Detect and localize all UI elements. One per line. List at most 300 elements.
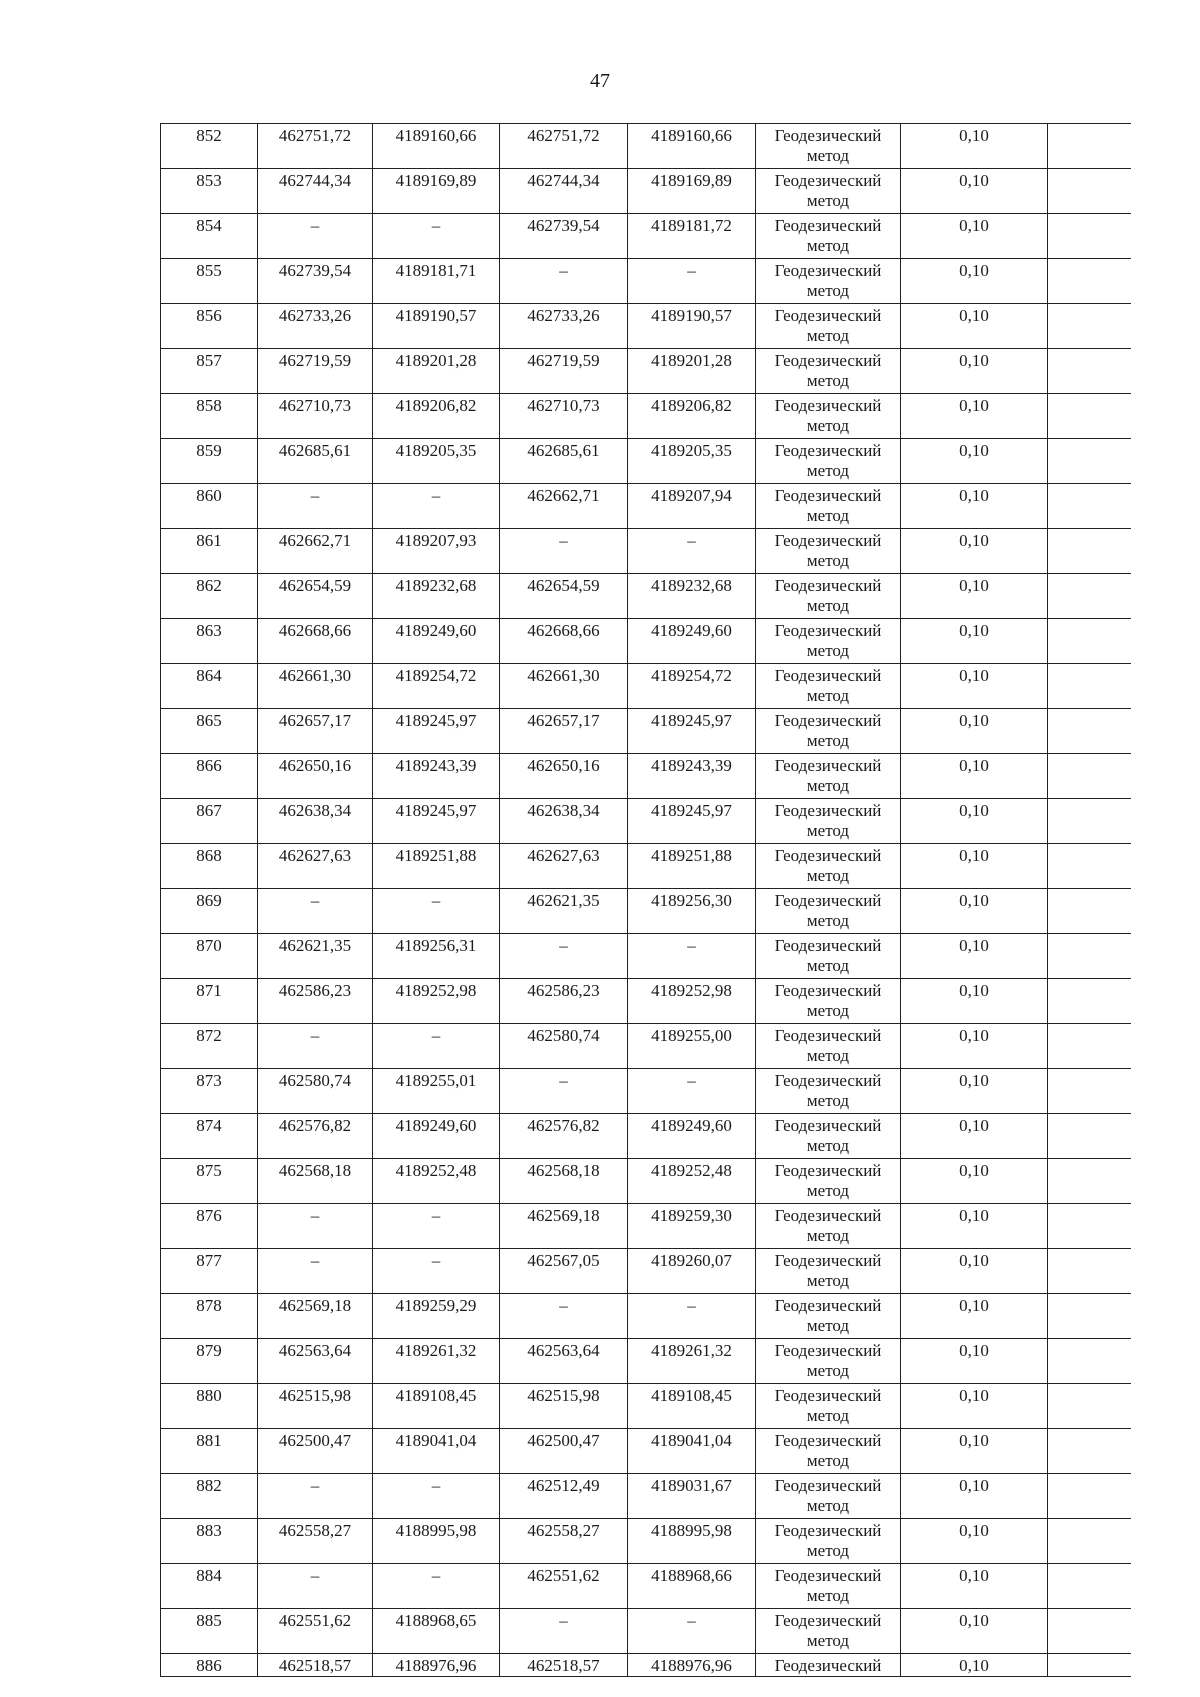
method-cell: Геодезический метод bbox=[756, 709, 901, 754]
accuracy-cell: 0,10 bbox=[901, 1114, 1048, 1159]
point-number-cell: 884 bbox=[161, 1564, 258, 1609]
point-number-cell: 881 bbox=[161, 1429, 258, 1474]
old-y-coordinate-cell: 4188976,96 bbox=[373, 1654, 500, 1677]
new-y-coordinate-cell: 4188976,96 bbox=[628, 1654, 756, 1677]
extra-cell bbox=[1048, 1609, 1131, 1654]
old-y-coordinate-cell: 4189255,01 bbox=[373, 1069, 500, 1114]
accuracy-cell: 0,10 bbox=[901, 1294, 1048, 1339]
new-y-coordinate-cell: 4189254,72 bbox=[628, 664, 756, 709]
accuracy-cell: 0,10 bbox=[901, 1609, 1048, 1654]
old-y-coordinate-cell: 4189256,31 bbox=[373, 934, 500, 979]
old-y-coordinate-cell: – bbox=[373, 214, 500, 259]
new-y-coordinate-cell: 4189190,57 bbox=[628, 304, 756, 349]
point-number-cell: 877 bbox=[161, 1249, 258, 1294]
new-x-coordinate-cell: – bbox=[500, 1609, 628, 1654]
point-number-cell: 852 bbox=[161, 124, 258, 169]
old-x-coordinate-cell: – bbox=[258, 214, 373, 259]
old-x-coordinate-cell: 462668,66 bbox=[258, 619, 373, 664]
extra-cell bbox=[1048, 214, 1131, 259]
extra-cell bbox=[1048, 619, 1131, 664]
old-y-coordinate-cell: 4189254,72 bbox=[373, 664, 500, 709]
old-y-coordinate-cell: 4189206,82 bbox=[373, 394, 500, 439]
method-cell: Геодезический метод bbox=[756, 754, 901, 799]
method-cell: Геодезический метод bbox=[756, 664, 901, 709]
point-number-cell: 883 bbox=[161, 1519, 258, 1564]
accuracy-cell: 0,10 bbox=[901, 844, 1048, 889]
extra-cell bbox=[1048, 1429, 1131, 1474]
old-x-coordinate-cell: 462719,59 bbox=[258, 349, 373, 394]
old-x-coordinate-cell: – bbox=[258, 889, 373, 934]
old-y-coordinate-cell: – bbox=[373, 1249, 500, 1294]
method-cell: Геодезический метод bbox=[756, 304, 901, 349]
old-y-coordinate-cell: 4189205,35 bbox=[373, 439, 500, 484]
new-y-coordinate-cell: 4189205,35 bbox=[628, 439, 756, 484]
old-x-coordinate-cell: 462657,17 bbox=[258, 709, 373, 754]
accuracy-cell: 0,10 bbox=[901, 439, 1048, 484]
method-cell: Геодезический метод bbox=[756, 259, 901, 304]
accuracy-cell: 0,10 bbox=[901, 394, 1048, 439]
method-cell: Геодезический метод bbox=[756, 1474, 901, 1519]
method-cell: Геодезический метод bbox=[756, 169, 901, 214]
accuracy-cell: 0,10 bbox=[901, 1429, 1048, 1474]
point-number-cell: 872 bbox=[161, 1024, 258, 1069]
method-cell: Геодезический метод bbox=[756, 1429, 901, 1474]
table-row bbox=[161, 664, 1131, 709]
old-x-coordinate-cell: 462744,34 bbox=[258, 169, 373, 214]
accuracy-cell: 0,10 bbox=[901, 1564, 1048, 1609]
point-number-cell: 855 bbox=[161, 259, 258, 304]
table-row bbox=[161, 799, 1131, 844]
new-y-coordinate-cell: 4189243,39 bbox=[628, 754, 756, 799]
table-row bbox=[161, 439, 1131, 484]
new-x-coordinate-cell: 462719,59 bbox=[500, 349, 628, 394]
new-x-coordinate-cell: 462518,57 bbox=[500, 1654, 628, 1677]
new-y-coordinate-cell: 4189232,68 bbox=[628, 574, 756, 619]
point-number-cell: 854 bbox=[161, 214, 258, 259]
point-number-cell: 866 bbox=[161, 754, 258, 799]
old-x-coordinate-cell: – bbox=[258, 484, 373, 529]
point-number-cell: 879 bbox=[161, 1339, 258, 1384]
new-y-coordinate-cell: – bbox=[628, 259, 756, 304]
extra-cell bbox=[1048, 1564, 1131, 1609]
extra-cell bbox=[1048, 799, 1131, 844]
table-row bbox=[161, 1519, 1131, 1564]
method-cell: Геодезический метод bbox=[756, 349, 901, 394]
extra-cell bbox=[1048, 484, 1131, 529]
new-x-coordinate-cell: 462627,63 bbox=[500, 844, 628, 889]
new-x-coordinate-cell: – bbox=[500, 1069, 628, 1114]
table-row bbox=[161, 709, 1131, 754]
extra-cell bbox=[1048, 304, 1131, 349]
old-y-coordinate-cell: 4189251,88 bbox=[373, 844, 500, 889]
method-cell: Геодезический метод bbox=[756, 484, 901, 529]
point-number-cell: 858 bbox=[161, 394, 258, 439]
point-number-cell: 859 bbox=[161, 439, 258, 484]
accuracy-cell: 0,10 bbox=[901, 349, 1048, 394]
extra-cell bbox=[1048, 709, 1131, 754]
accuracy-cell: 0,10 bbox=[901, 1654, 1048, 1677]
point-number-cell: 886 bbox=[161, 1654, 258, 1677]
method-cell: Геодезический метод bbox=[756, 1384, 901, 1429]
accuracy-cell: 0,10 bbox=[901, 124, 1048, 169]
extra-cell bbox=[1048, 1024, 1131, 1069]
table-row bbox=[161, 259, 1131, 304]
extra-cell bbox=[1048, 169, 1131, 214]
old-x-coordinate-cell: 462739,54 bbox=[258, 259, 373, 304]
table-row bbox=[161, 574, 1131, 619]
old-y-coordinate-cell: 4189201,28 bbox=[373, 349, 500, 394]
old-x-coordinate-cell: 462586,23 bbox=[258, 979, 373, 1024]
new-y-coordinate-cell: – bbox=[628, 1609, 756, 1654]
new-x-coordinate-cell: 462500,47 bbox=[500, 1429, 628, 1474]
old-y-coordinate-cell: – bbox=[373, 484, 500, 529]
old-x-coordinate-cell: 462638,34 bbox=[258, 799, 373, 844]
new-x-coordinate-cell: 462662,71 bbox=[500, 484, 628, 529]
point-number-cell: 868 bbox=[161, 844, 258, 889]
extra-cell bbox=[1048, 259, 1131, 304]
extra-cell bbox=[1048, 934, 1131, 979]
point-number-cell: 882 bbox=[161, 1474, 258, 1519]
extra-cell bbox=[1048, 1069, 1131, 1114]
new-y-coordinate-cell: 4189256,30 bbox=[628, 889, 756, 934]
table-row bbox=[161, 1564, 1131, 1609]
method-cell: Геодезический bbox=[756, 1654, 901, 1677]
new-y-coordinate-cell: 4189201,28 bbox=[628, 349, 756, 394]
accuracy-cell: 0,10 bbox=[901, 979, 1048, 1024]
table-row bbox=[161, 169, 1131, 214]
old-y-coordinate-cell: 4189232,68 bbox=[373, 574, 500, 619]
method-cell: Геодезический метод bbox=[756, 1294, 901, 1339]
new-x-coordinate-cell: 462668,66 bbox=[500, 619, 628, 664]
table-row bbox=[161, 1249, 1131, 1294]
old-y-coordinate-cell: 4189207,93 bbox=[373, 529, 500, 574]
old-y-coordinate-cell: 4189259,29 bbox=[373, 1294, 500, 1339]
extra-cell bbox=[1048, 1114, 1131, 1159]
point-number-cell: 869 bbox=[161, 889, 258, 934]
new-x-coordinate-cell: 462733,26 bbox=[500, 304, 628, 349]
new-y-coordinate-cell: 4189031,67 bbox=[628, 1474, 756, 1519]
new-y-coordinate-cell: 4188995,98 bbox=[628, 1519, 756, 1564]
extra-cell bbox=[1048, 574, 1131, 619]
old-x-coordinate-cell: – bbox=[258, 1249, 373, 1294]
new-y-coordinate-cell: 4189255,00 bbox=[628, 1024, 756, 1069]
accuracy-cell: 0,10 bbox=[901, 574, 1048, 619]
method-cell: Геодезический метод bbox=[756, 979, 901, 1024]
new-x-coordinate-cell: 462576,82 bbox=[500, 1114, 628, 1159]
extra-cell bbox=[1048, 439, 1131, 484]
accuracy-cell: 0,10 bbox=[901, 304, 1048, 349]
extra-cell bbox=[1048, 1474, 1131, 1519]
new-x-coordinate-cell: 462638,34 bbox=[500, 799, 628, 844]
new-y-coordinate-cell: 4189245,97 bbox=[628, 709, 756, 754]
table-row bbox=[161, 934, 1131, 979]
new-x-coordinate-cell: 462657,17 bbox=[500, 709, 628, 754]
old-x-coordinate-cell: 462551,62 bbox=[258, 1609, 373, 1654]
extra-cell bbox=[1048, 844, 1131, 889]
method-cell: Геодезический метод bbox=[756, 1204, 901, 1249]
new-x-coordinate-cell: 462685,61 bbox=[500, 439, 628, 484]
method-cell: Геодезический метод bbox=[756, 1249, 901, 1294]
old-x-coordinate-cell: – bbox=[258, 1204, 373, 1249]
new-y-coordinate-cell: – bbox=[628, 1069, 756, 1114]
old-x-coordinate-cell: 462662,71 bbox=[258, 529, 373, 574]
point-number-cell: 864 bbox=[161, 664, 258, 709]
old-x-coordinate-cell: 462500,47 bbox=[258, 1429, 373, 1474]
table-row bbox=[161, 394, 1131, 439]
accuracy-cell: 0,10 bbox=[901, 1159, 1048, 1204]
extra-cell bbox=[1048, 349, 1131, 394]
old-y-coordinate-cell: – bbox=[373, 1564, 500, 1609]
new-x-coordinate-cell: 462739,54 bbox=[500, 214, 628, 259]
method-cell: Геодезический метод bbox=[756, 844, 901, 889]
old-x-coordinate-cell: 462515,98 bbox=[258, 1384, 373, 1429]
new-x-coordinate-cell: 462515,98 bbox=[500, 1384, 628, 1429]
method-cell: Геодезический метод bbox=[756, 934, 901, 979]
accuracy-cell: 0,10 bbox=[901, 1249, 1048, 1294]
old-y-coordinate-cell: 4189181,71 bbox=[373, 259, 500, 304]
point-number-cell: 876 bbox=[161, 1204, 258, 1249]
old-x-coordinate-cell: – bbox=[258, 1564, 373, 1609]
new-y-coordinate-cell: 4189181,72 bbox=[628, 214, 756, 259]
old-y-coordinate-cell: – bbox=[373, 1474, 500, 1519]
accuracy-cell: 0,10 bbox=[901, 1474, 1048, 1519]
new-x-coordinate-cell: 462744,34 bbox=[500, 169, 628, 214]
point-number-cell: 861 bbox=[161, 529, 258, 574]
method-cell: Геодезический метод bbox=[756, 439, 901, 484]
old-x-coordinate-cell: 462661,30 bbox=[258, 664, 373, 709]
accuracy-cell: 0,10 bbox=[901, 484, 1048, 529]
point-number-cell: 862 bbox=[161, 574, 258, 619]
point-number-cell: 865 bbox=[161, 709, 258, 754]
new-y-coordinate-cell: 4189259,30 bbox=[628, 1204, 756, 1249]
old-x-coordinate-cell: 462558,27 bbox=[258, 1519, 373, 1564]
old-x-coordinate-cell: 462685,61 bbox=[258, 439, 373, 484]
method-cell: Геодезический метод bbox=[756, 394, 901, 439]
table-row bbox=[161, 1159, 1131, 1204]
new-y-coordinate-cell: – bbox=[628, 934, 756, 979]
table-row bbox=[161, 889, 1131, 934]
extra-cell bbox=[1048, 1384, 1131, 1429]
point-number-cell: 878 bbox=[161, 1294, 258, 1339]
table-row bbox=[161, 529, 1131, 574]
new-x-coordinate-cell: 462551,62 bbox=[500, 1564, 628, 1609]
old-x-coordinate-cell: 462621,35 bbox=[258, 934, 373, 979]
table-row bbox=[161, 304, 1131, 349]
new-x-coordinate-cell: 462563,64 bbox=[500, 1339, 628, 1384]
point-number-cell: 880 bbox=[161, 1384, 258, 1429]
old-x-coordinate-cell: 462751,72 bbox=[258, 124, 373, 169]
new-x-coordinate-cell: 462586,23 bbox=[500, 979, 628, 1024]
table-row bbox=[161, 1114, 1131, 1159]
new-y-coordinate-cell: 4189169,89 bbox=[628, 169, 756, 214]
extra-cell bbox=[1048, 529, 1131, 574]
table-row bbox=[161, 1474, 1131, 1519]
method-cell: Геодезический метод bbox=[756, 799, 901, 844]
extra-cell bbox=[1048, 394, 1131, 439]
new-y-coordinate-cell: – bbox=[628, 529, 756, 574]
table-row bbox=[161, 1654, 1131, 1677]
new-x-coordinate-cell: 462567,05 bbox=[500, 1249, 628, 1294]
accuracy-cell: 0,10 bbox=[901, 664, 1048, 709]
method-cell: Геодезический метод bbox=[756, 574, 901, 619]
new-y-coordinate-cell: 4189252,48 bbox=[628, 1159, 756, 1204]
accuracy-cell: 0,10 bbox=[901, 799, 1048, 844]
new-y-coordinate-cell: 4189245,97 bbox=[628, 799, 756, 844]
old-y-coordinate-cell: 4189243,39 bbox=[373, 754, 500, 799]
old-y-coordinate-cell: 4189245,97 bbox=[373, 709, 500, 754]
table-row bbox=[161, 1609, 1131, 1654]
old-x-coordinate-cell: – bbox=[258, 1024, 373, 1069]
new-y-coordinate-cell: 4189260,07 bbox=[628, 1249, 756, 1294]
table-row bbox=[161, 979, 1131, 1024]
old-x-coordinate-cell: 462710,73 bbox=[258, 394, 373, 439]
extra-cell bbox=[1048, 664, 1131, 709]
point-number-cell: 857 bbox=[161, 349, 258, 394]
old-x-coordinate-cell: 462654,59 bbox=[258, 574, 373, 619]
extra-cell bbox=[1048, 1519, 1131, 1564]
old-y-coordinate-cell: 4188968,65 bbox=[373, 1609, 500, 1654]
method-cell: Геодезический метод bbox=[756, 1609, 901, 1654]
extra-cell bbox=[1048, 754, 1131, 799]
method-cell: Геодезический метод bbox=[756, 529, 901, 574]
old-y-coordinate-cell: – bbox=[373, 1024, 500, 1069]
old-y-coordinate-cell: 4189108,45 bbox=[373, 1384, 500, 1429]
old-x-coordinate-cell: 462650,16 bbox=[258, 754, 373, 799]
old-x-coordinate-cell: 462580,74 bbox=[258, 1069, 373, 1114]
old-y-coordinate-cell: 4189190,57 bbox=[373, 304, 500, 349]
accuracy-cell: 0,10 bbox=[901, 1519, 1048, 1564]
point-number-cell: 867 bbox=[161, 799, 258, 844]
accuracy-cell: 0,10 bbox=[901, 214, 1048, 259]
extra-cell bbox=[1048, 1159, 1131, 1204]
old-y-coordinate-cell: – bbox=[373, 889, 500, 934]
old-x-coordinate-cell: 462733,26 bbox=[258, 304, 373, 349]
accuracy-cell: 0,10 bbox=[901, 889, 1048, 934]
table-row bbox=[161, 1294, 1131, 1339]
new-y-coordinate-cell: 4189261,32 bbox=[628, 1339, 756, 1384]
accuracy-cell: 0,10 bbox=[901, 1339, 1048, 1384]
new-y-coordinate-cell: 4189206,82 bbox=[628, 394, 756, 439]
new-y-coordinate-cell: – bbox=[628, 1294, 756, 1339]
new-x-coordinate-cell: 462568,18 bbox=[500, 1159, 628, 1204]
old-x-coordinate-cell: 462563,64 bbox=[258, 1339, 373, 1384]
coordinates-table bbox=[160, 123, 1131, 1677]
table-row bbox=[161, 754, 1131, 799]
new-x-coordinate-cell: 462512,49 bbox=[500, 1474, 628, 1519]
point-number-cell: 874 bbox=[161, 1114, 258, 1159]
accuracy-cell: 0,10 bbox=[901, 619, 1048, 664]
new-y-coordinate-cell: 4189251,88 bbox=[628, 844, 756, 889]
page-number: 47 bbox=[590, 70, 610, 92]
point-number-cell: 885 bbox=[161, 1609, 258, 1654]
new-y-coordinate-cell: 4189041,04 bbox=[628, 1429, 756, 1474]
extra-cell bbox=[1048, 124, 1131, 169]
old-y-coordinate-cell: 4189160,66 bbox=[373, 124, 500, 169]
method-cell: Геодезический метод bbox=[756, 1069, 901, 1114]
new-y-coordinate-cell: 4189160,66 bbox=[628, 124, 756, 169]
old-x-coordinate-cell: 462518,57 bbox=[258, 1654, 373, 1677]
point-number-cell: 871 bbox=[161, 979, 258, 1024]
new-y-coordinate-cell: 4189249,60 bbox=[628, 1114, 756, 1159]
new-x-coordinate-cell: – bbox=[500, 529, 628, 574]
old-x-coordinate-cell: 462576,82 bbox=[258, 1114, 373, 1159]
method-cell: Геодезический метод bbox=[756, 1519, 901, 1564]
method-cell: Геодезический метод bbox=[756, 619, 901, 664]
accuracy-cell: 0,10 bbox=[901, 754, 1048, 799]
point-number-cell: 856 bbox=[161, 304, 258, 349]
new-x-coordinate-cell: 462710,73 bbox=[500, 394, 628, 439]
new-y-coordinate-cell: 4189249,60 bbox=[628, 619, 756, 664]
old-y-coordinate-cell: 4189252,48 bbox=[373, 1159, 500, 1204]
new-x-coordinate-cell: 462580,74 bbox=[500, 1024, 628, 1069]
new-x-coordinate-cell: 462558,27 bbox=[500, 1519, 628, 1564]
accuracy-cell: 0,10 bbox=[901, 934, 1048, 979]
table-row bbox=[161, 1384, 1131, 1429]
accuracy-cell: 0,10 bbox=[901, 259, 1048, 304]
new-x-coordinate-cell: 462650,16 bbox=[500, 754, 628, 799]
method-cell: Геодезический метод bbox=[756, 1024, 901, 1069]
new-x-coordinate-cell: – bbox=[500, 934, 628, 979]
old-x-coordinate-cell: 462568,18 bbox=[258, 1159, 373, 1204]
old-y-coordinate-cell: 4189249,60 bbox=[373, 1114, 500, 1159]
extra-cell bbox=[1048, 889, 1131, 934]
point-number-cell: 875 bbox=[161, 1159, 258, 1204]
point-number-cell: 870 bbox=[161, 934, 258, 979]
method-cell: Геодезический метод bbox=[756, 1564, 901, 1609]
old-y-coordinate-cell: 4189041,04 bbox=[373, 1429, 500, 1474]
extra-cell bbox=[1048, 1249, 1131, 1294]
method-cell: Геодезический метод bbox=[756, 1339, 901, 1384]
method-cell: Геодезический метод bbox=[756, 1159, 901, 1204]
extra-cell bbox=[1048, 979, 1131, 1024]
accuracy-cell: 0,10 bbox=[901, 1024, 1048, 1069]
point-number-cell: 863 bbox=[161, 619, 258, 664]
new-y-coordinate-cell: 4189108,45 bbox=[628, 1384, 756, 1429]
old-x-coordinate-cell: 462627,63 bbox=[258, 844, 373, 889]
old-y-coordinate-cell: – bbox=[373, 1204, 500, 1249]
table-row bbox=[161, 124, 1131, 169]
point-number-cell: 860 bbox=[161, 484, 258, 529]
extra-cell bbox=[1048, 1339, 1131, 1384]
table-row bbox=[161, 484, 1131, 529]
method-cell: Геодезический метод bbox=[756, 889, 901, 934]
table-row bbox=[161, 844, 1131, 889]
table-row bbox=[161, 1339, 1131, 1384]
accuracy-cell: 0,10 bbox=[901, 1384, 1048, 1429]
accuracy-cell: 0,10 bbox=[901, 1204, 1048, 1249]
table-row bbox=[161, 349, 1131, 394]
accuracy-cell: 0,10 bbox=[901, 529, 1048, 574]
extra-cell bbox=[1048, 1654, 1131, 1677]
point-number-cell: 853 bbox=[161, 169, 258, 214]
table-row bbox=[161, 1069, 1131, 1114]
old-y-coordinate-cell: 4189249,60 bbox=[373, 619, 500, 664]
new-x-coordinate-cell: 462751,72 bbox=[500, 124, 628, 169]
old-x-coordinate-cell: – bbox=[258, 1474, 373, 1519]
new-x-coordinate-cell: 462661,30 bbox=[500, 664, 628, 709]
new-x-coordinate-cell: 462569,18 bbox=[500, 1204, 628, 1249]
new-x-coordinate-cell: 462654,59 bbox=[500, 574, 628, 619]
table-row bbox=[161, 1204, 1131, 1249]
new-y-coordinate-cell: 4189207,94 bbox=[628, 484, 756, 529]
old-y-coordinate-cell: 4188995,98 bbox=[373, 1519, 500, 1564]
table-row bbox=[161, 214, 1131, 259]
extra-cell bbox=[1048, 1294, 1131, 1339]
point-number-cell: 873 bbox=[161, 1069, 258, 1114]
new-y-coordinate-cell: 4189252,98 bbox=[628, 979, 756, 1024]
old-y-coordinate-cell: 4189245,97 bbox=[373, 799, 500, 844]
accuracy-cell: 0,10 bbox=[901, 1069, 1048, 1114]
